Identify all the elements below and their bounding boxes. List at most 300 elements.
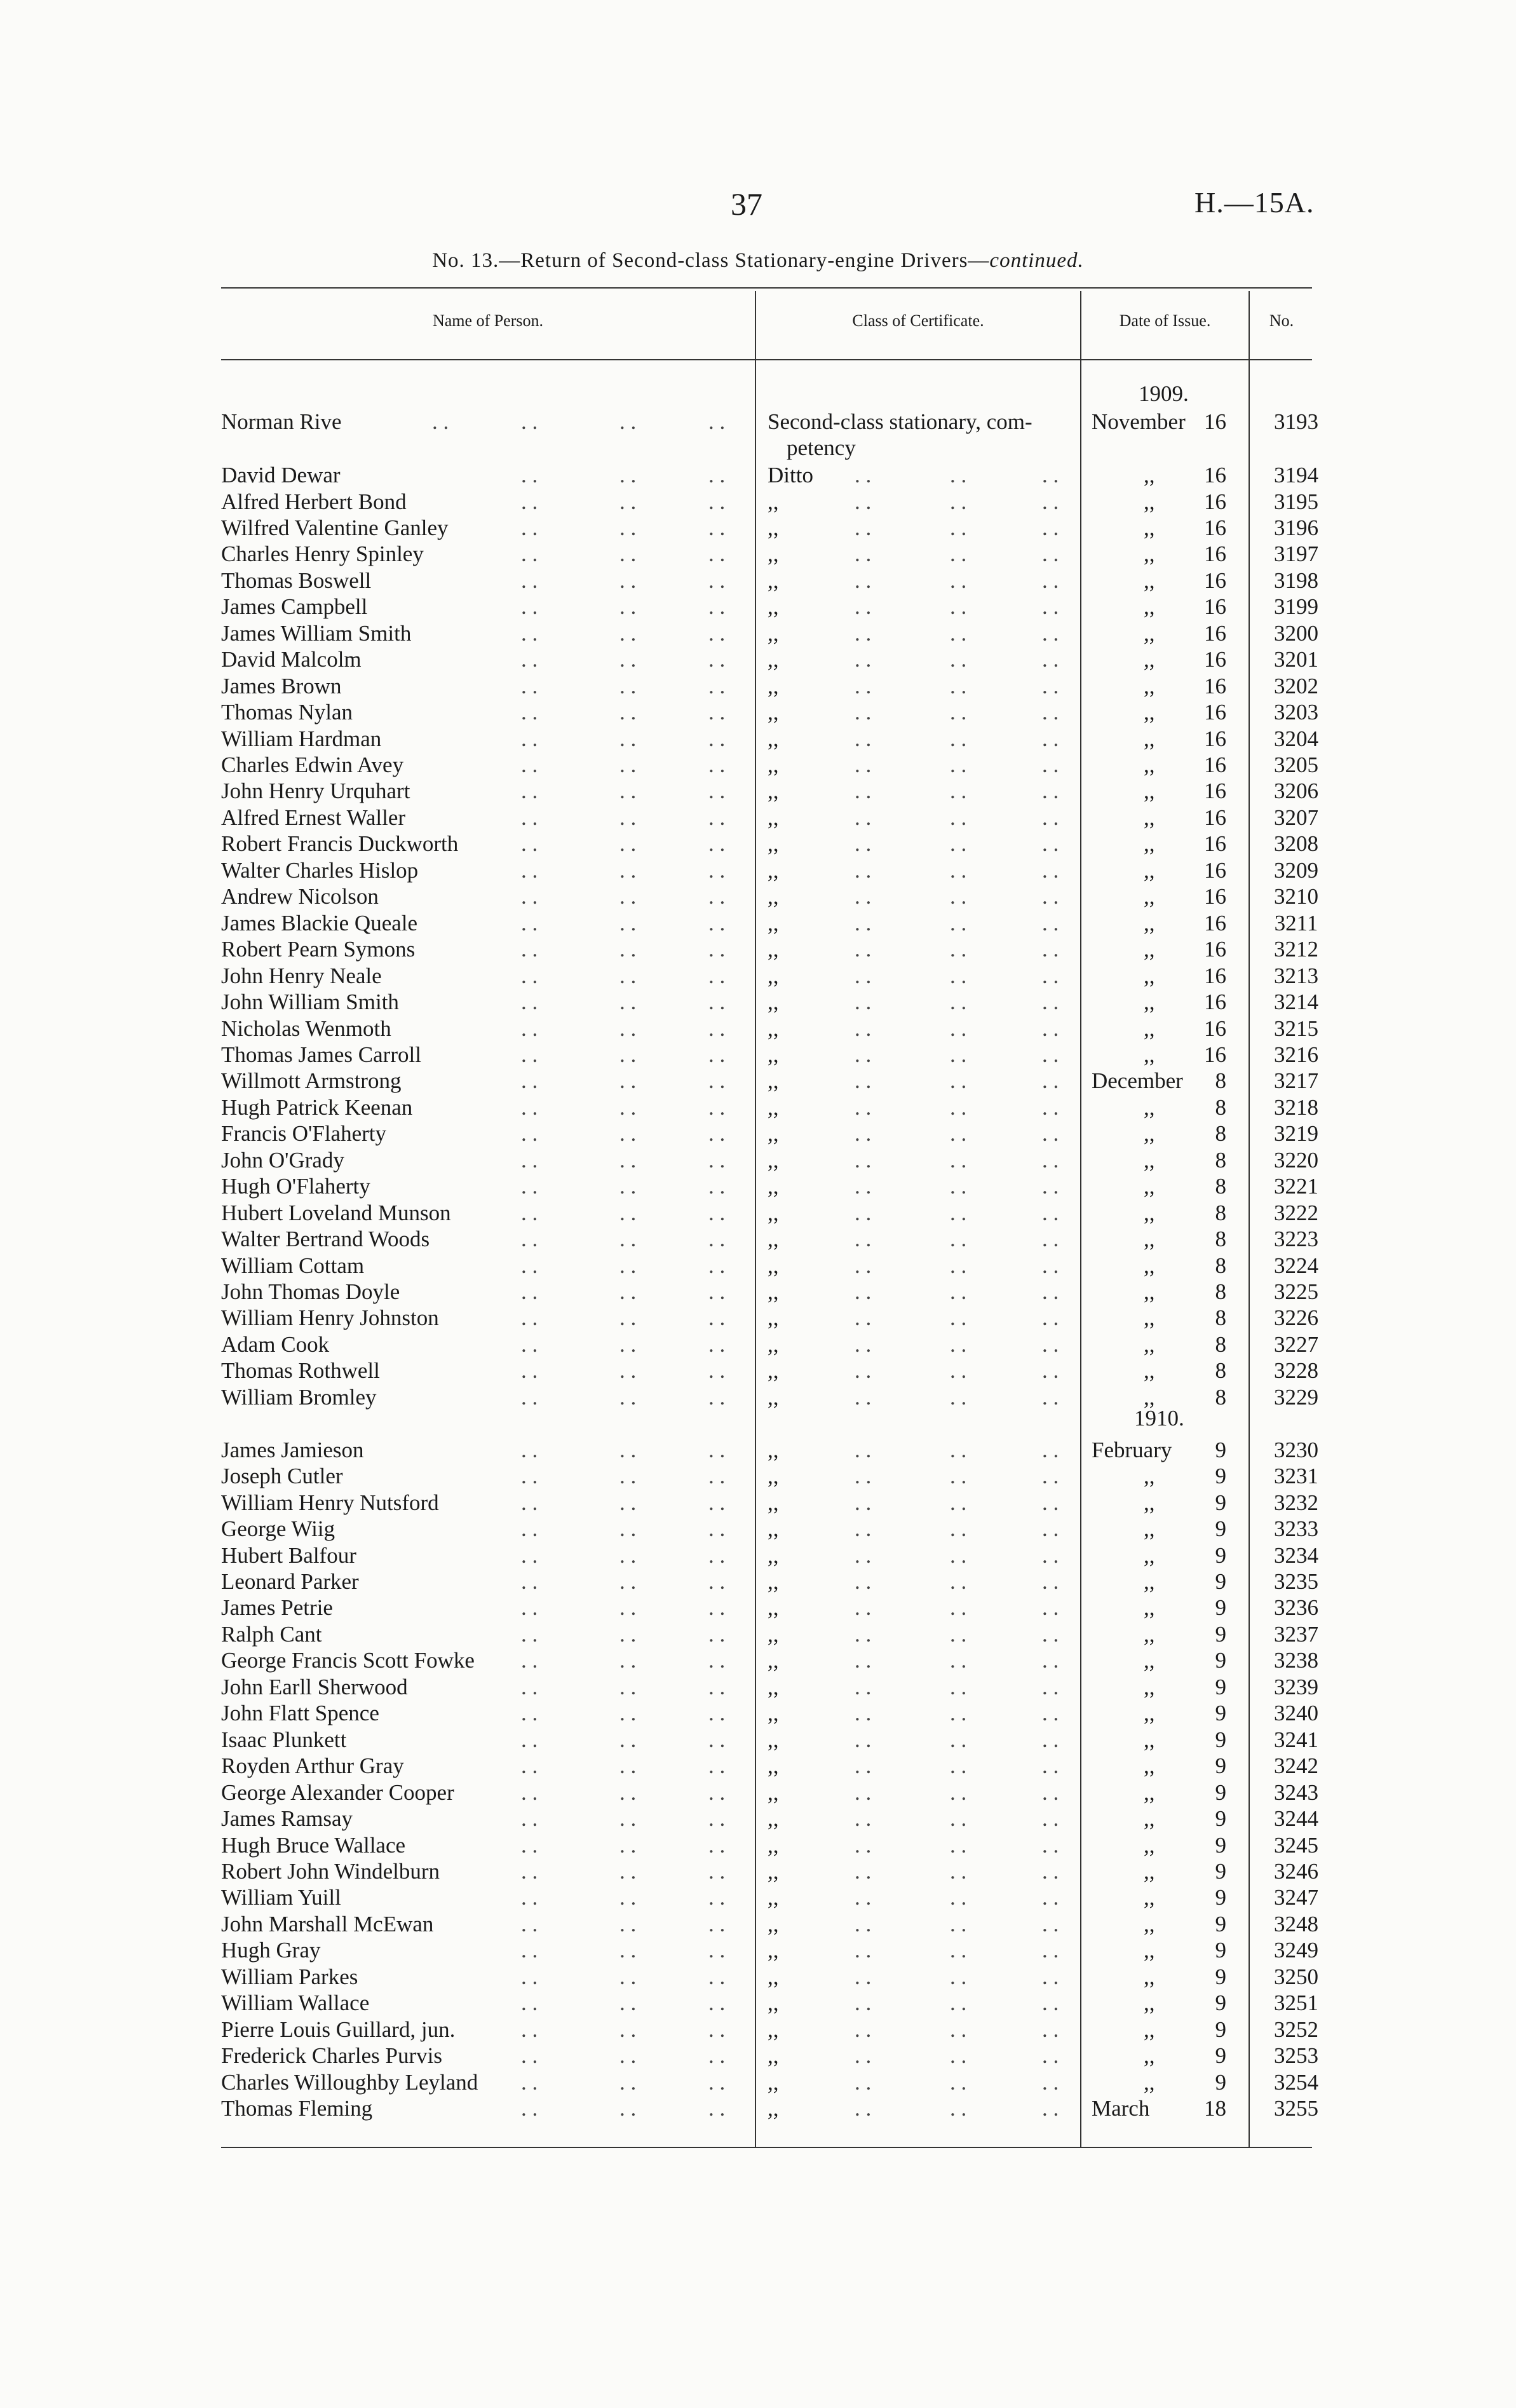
leader-dots: . . [855, 1227, 872, 1252]
issue-month: ,, [1144, 647, 1155, 672]
leader-dots: . . [1042, 1121, 1059, 1146]
certificate-class: Second-class stationary, com- [768, 409, 1032, 434]
leader-dots: . . [1042, 2096, 1059, 2121]
leader-dots: . . [521, 409, 538, 434]
leader-dots: . . [708, 963, 726, 988]
leader-dots: . . [1042, 1621, 1059, 1647]
leader-dots: . . [521, 1701, 538, 1726]
leader-dots: . . [521, 541, 538, 567]
certificate-class: ,, [768, 1911, 779, 1936]
issue-day: 16 [1204, 990, 1226, 1014]
leader-dots: . . [619, 1964, 637, 1989]
issue-month: ,, [1144, 463, 1155, 487]
table-row [0, 752, 1516, 779]
leader-dots: . . [1042, 1094, 1059, 1120]
leader-dots: . . [1042, 1938, 1059, 1963]
leader-dots: . . [1042, 1227, 1059, 1252]
leader-dots: . . [708, 2017, 726, 2042]
leader-dots: . . [950, 489, 967, 514]
issue-day: 16 [1204, 1016, 1226, 1041]
issue-day: 16 [1204, 726, 1226, 751]
table-row [0, 1173, 1516, 1200]
leader-dots: . . [521, 463, 538, 487]
issue-day: 9 [1215, 1621, 1226, 1647]
certificate-number: 3200 [1274, 620, 1318, 646]
leader-dots: . . [708, 2096, 726, 2121]
leader-dots: . . [855, 463, 872, 487]
certificate-number: 3236 [1274, 1595, 1318, 1621]
leader-dots: . . [1042, 1042, 1059, 1067]
page-number: 37 [731, 186, 762, 222]
certificate-class: ,, [768, 1358, 779, 1384]
issue-day: 9 [1215, 1568, 1226, 1594]
leader-dots: . . [708, 857, 726, 883]
leader-dots: . . [855, 1174, 872, 1199]
table-row [0, 936, 1516, 963]
leader-dots: . . [521, 1938, 538, 1963]
person-name: James Brown [221, 673, 342, 698]
issue-month: ,, [1144, 1121, 1155, 1146]
issue-month: ,, [1144, 1490, 1155, 1515]
leader-dots: . . [950, 620, 967, 646]
issue-month: ,, [1144, 1885, 1155, 1910]
table-row [0, 1964, 1516, 1990]
certificate-number: 3242 [1274, 1753, 1318, 1779]
certificate-class: ,, [768, 910, 779, 935]
leader-dots: . . [855, 1674, 872, 1699]
leader-dots: . . [950, 1516, 967, 1542]
issue-month: ,, [1144, 1464, 1155, 1489]
leader-dots: . . [708, 673, 726, 698]
leader-dots: . . [950, 1779, 967, 1805]
certificate-class: ,, [768, 1727, 779, 1752]
issue-month: ,, [1144, 1964, 1155, 1989]
certificate-number: 3248 [1274, 1911, 1318, 1936]
person-name: Walter Charles Hislop [221, 857, 419, 883]
person-name: Thomas Fleming [221, 2096, 373, 2121]
table-title [0, 249, 1516, 273]
certificate-class: ,, [768, 1990, 779, 2016]
table-row [0, 1357, 1516, 1384]
issue-month: ,, [1144, 1305, 1155, 1331]
certificate-number: 3255 [1274, 2096, 1318, 2121]
issue-month: ,, [1144, 489, 1155, 514]
leader-dots: . . [521, 1568, 538, 1594]
person-name: Joseph Cutler [221, 1464, 343, 1489]
certificate-number: 3209 [1274, 857, 1318, 883]
table-row [0, 1937, 1516, 1964]
leader-dots: . . [950, 2096, 967, 2121]
year-label-1910: 1910. [1134, 1406, 1184, 1431]
leader-dots: . . [619, 489, 637, 514]
leader-dots: . . [708, 1227, 726, 1252]
leader-dots: . . [708, 805, 726, 830]
leader-dots: . . [619, 1437, 637, 1462]
leader-dots: . . [619, 884, 637, 909]
leader-dots: . . [708, 1727, 726, 1752]
leader-dots: . . [619, 805, 637, 830]
leader-dots: . . [521, 937, 538, 962]
issue-month: ,, [1144, 1331, 1155, 1357]
certificate-class: ,, [768, 1832, 779, 1858]
leader-dots: . . [1042, 2043, 1059, 2069]
leader-dots: . . [1042, 594, 1059, 620]
table-row [0, 1832, 1516, 1859]
person-name: Thomas Nylan [221, 700, 353, 724]
leader-dots: . . [521, 594, 538, 620]
leader-dots: . . [1042, 1174, 1059, 1199]
issue-day: 8 [1215, 1358, 1226, 1384]
certificate-number: 3208 [1274, 831, 1318, 857]
leader-dots: . . [855, 2043, 872, 2069]
table-title-continued: continued. [989, 249, 1084, 272]
table-row [0, 1516, 1516, 1542]
table-row [0, 1384, 1516, 1411]
certificate-number: 3218 [1274, 1094, 1318, 1120]
leader-dots: . . [855, 1568, 872, 1594]
issue-day: 9 [1215, 1701, 1226, 1726]
leader-dots: . . [619, 937, 637, 962]
issue-day: 8 [1215, 1200, 1226, 1225]
leader-dots: . . [521, 1595, 538, 1621]
leader-dots: . . [708, 1437, 726, 1462]
issue-day: 8 [1215, 1174, 1226, 1199]
leader-dots: . . [950, 647, 967, 672]
table-row [0, 2017, 1516, 2043]
table-row [0, 883, 1516, 910]
leader-dots: . . [950, 1331, 967, 1357]
leader-dots: . . [521, 963, 538, 988]
certificate-number: 3226 [1274, 1305, 1318, 1331]
leader-dots: . . [855, 1331, 872, 1357]
certificate-class: ,, [768, 805, 779, 830]
leader-dots: . . [950, 1568, 967, 1594]
leader-dots: . . [855, 752, 872, 777]
table-row [0, 1042, 1516, 1068]
certificate-number: 3221 [1274, 1174, 1318, 1199]
leader-dots: . . [855, 1279, 872, 1304]
leader-dots: . . [708, 1331, 726, 1357]
leader-dots: . . [855, 1938, 872, 1963]
leader-dots: . . [708, 541, 726, 567]
leader-dots: . . [708, 1305, 726, 1331]
issue-month: ,, [1144, 937, 1155, 962]
issue-month: ,, [1144, 1542, 1155, 1568]
leader-dots: . . [619, 1779, 637, 1805]
leader-dots: . . [619, 1147, 637, 1173]
issue-day: 16 [1204, 489, 1226, 514]
leader-dots: . . [619, 1331, 637, 1357]
table-row [0, 1068, 1516, 1094]
leader-dots: . . [855, 1885, 872, 1910]
certificate-number: 3201 [1274, 647, 1318, 672]
person-name: Hugh Patrick Keenan [221, 1094, 413, 1120]
leader-dots: . . [855, 910, 872, 935]
leader-dots: . . [855, 1094, 872, 1120]
leader-dots: . . [950, 1490, 967, 1515]
issue-day: 8 [1215, 1068, 1226, 1094]
certificate-class: ,, [768, 1253, 779, 1278]
leader-dots: . . [619, 1490, 637, 1515]
table-row [0, 699, 1516, 726]
issue-month: ,, [1144, 1621, 1155, 1647]
person-name: Hugh O'Flaherty [221, 1174, 370, 1199]
issue-month: ,, [1144, 1147, 1155, 1173]
leader-dots: . . [1042, 990, 1059, 1014]
leader-dots: . . [855, 489, 872, 514]
issue-day: 9 [1215, 1938, 1226, 1963]
certificate-class: ,, [768, 568, 779, 593]
leader-dots: . . [1042, 700, 1059, 724]
certificate-class: ,, [768, 1279, 779, 1304]
leader-dots: . . [521, 647, 538, 672]
leader-dots: . . [855, 1595, 872, 1621]
issue-day: 9 [1215, 1437, 1226, 1462]
issue-month: March [1092, 2096, 1150, 2121]
leader-dots: . . [619, 2043, 637, 2069]
certificate-number: 3199 [1274, 594, 1318, 620]
leader-dots: . . [619, 594, 637, 620]
person-name: William Yuill [221, 1885, 341, 1910]
leader-dots: . . [950, 1595, 967, 1621]
leader-dots: . . [619, 1648, 637, 1673]
table-row [0, 1331, 1516, 1358]
issue-day: 16 [1204, 884, 1226, 909]
certificate-number: 3219 [1274, 1121, 1318, 1146]
table-row [0, 1911, 1516, 1938]
leader-dots: . . [708, 1042, 726, 1067]
certificate-number: 3235 [1274, 1568, 1318, 1594]
certificate-class: ,, [768, 2043, 779, 2069]
leader-dots: . . [521, 1384, 538, 1410]
table-row [0, 1463, 1516, 1490]
table-row [0, 1727, 1516, 1753]
leader-dots: . . [1042, 1147, 1059, 1173]
leader-dots: . . [708, 1358, 726, 1384]
leader-dots: . . [708, 1990, 726, 2016]
leader-dots: . . [1042, 910, 1059, 935]
leader-dots: . . [1042, 1701, 1059, 1726]
certificate-number: 3237 [1274, 1621, 1318, 1647]
issue-day: 8 [1215, 1147, 1226, 1173]
leader-dots: . . [950, 1832, 967, 1858]
leader-dots: . . [1042, 568, 1059, 593]
leader-dots: . . [950, 1253, 967, 1278]
leader-dots: . . [619, 1858, 637, 1884]
certificate-class: ,, [768, 1568, 779, 1594]
leader-dots: . . [855, 620, 872, 646]
issue-month: ,, [1144, 1227, 1155, 1252]
leader-dots: . . [950, 1384, 967, 1410]
issue-month: ,, [1144, 1200, 1155, 1225]
person-name: John Henry Neale [221, 963, 382, 988]
leader-dots: . . [950, 1648, 967, 1673]
leader-dots: . . [708, 1384, 726, 1410]
leader-dots: . . [708, 515, 726, 540]
issue-day: 8 [1215, 1121, 1226, 1146]
document-reference: H.—15A. [1195, 186, 1315, 219]
leader-dots: . . [1042, 463, 1059, 487]
issue-day: 16 [1204, 910, 1226, 935]
issue-day: 8 [1215, 1305, 1226, 1331]
issue-month: ,, [1144, 831, 1155, 857]
certificate-number: 3234 [1274, 1542, 1318, 1568]
issue-month: ,, [1144, 884, 1155, 909]
person-name: Robert Francis Duckworth [221, 831, 459, 857]
table-row [0, 462, 1516, 489]
leader-dots: . . [855, 1964, 872, 1989]
issue-month: ,, [1144, 2069, 1155, 2095]
leader-dots: . . [950, 1701, 967, 1726]
person-name: James Blackie Queale [221, 910, 418, 935]
leader-dots: . . [708, 1806, 726, 1831]
issue-month: ,, [1144, 1911, 1155, 1936]
issue-month: ,, [1144, 990, 1155, 1014]
issue-day: 9 [1215, 1779, 1226, 1805]
leader-dots: . . [855, 2096, 872, 2121]
table-row [0, 989, 1516, 1016]
certificate-number: 3205 [1274, 752, 1318, 777]
person-name: Thomas Rothwell [221, 1358, 380, 1384]
issue-day: 8 [1215, 1253, 1226, 1278]
leader-dots: . . [855, 1042, 872, 1067]
issue-day: 9 [1215, 1674, 1226, 1699]
table-title-main: No. 13.—Return of Second-class Stationary-engine Drivers— [432, 249, 990, 272]
leader-dots: . . [708, 1279, 726, 1304]
leader-dots: . . [619, 1174, 637, 1199]
leader-dots: . . [950, 1279, 967, 1304]
leader-dots: . . [1042, 1832, 1059, 1858]
leader-dots: . . [855, 990, 872, 1014]
certificate-number: 3246 [1274, 1858, 1318, 1884]
table-row [0, 1253, 1516, 1279]
leader-dots: . . [855, 1200, 872, 1225]
leader-dots: . . [521, 1542, 538, 1568]
issue-day: 16 [1204, 805, 1226, 830]
leader-dots: . . [708, 1858, 726, 1884]
certificate-number: 3195 [1274, 489, 1318, 514]
leader-dots: . . [521, 1648, 538, 1673]
leader-dots: . . [708, 1674, 726, 1699]
issue-month: ,, [1144, 1279, 1155, 1304]
certificate-number: 3239 [1274, 1674, 1318, 1699]
issue-month: ,, [1144, 1753, 1155, 1779]
leader-dots: . . [708, 1147, 726, 1173]
leader-dots: . . [950, 1727, 967, 1752]
table-top-rule [221, 287, 1312, 289]
leader-dots: . . [1042, 831, 1059, 857]
person-name: Adam Cook [221, 1331, 330, 1357]
person-name: John Flatt Spence [221, 1701, 379, 1726]
table-row [0, 1700, 1516, 1727]
leader-dots: . . [619, 1094, 637, 1120]
issue-month: ,, [1144, 541, 1155, 567]
table-row [0, 1542, 1516, 1569]
leader-dots: . . [855, 1121, 872, 1146]
person-name: John Earll Sherwood [221, 1674, 408, 1699]
certificate-number: 3232 [1274, 1490, 1318, 1515]
certificate-class-continued: petency [787, 435, 856, 460]
certificate-number: 3193 [1274, 409, 1318, 434]
leader-dots: . . [950, 1858, 967, 1884]
leader-dots: . . [1042, 1911, 1059, 1936]
leader-dots: . . [521, 568, 538, 593]
leader-dots: . . [855, 1911, 872, 1936]
certificate-class: ,, [768, 1858, 779, 1884]
leader-dots: . . [521, 779, 538, 804]
leader-dots: . . [619, 568, 637, 593]
leader-dots: . . [1042, 1331, 1059, 1357]
leader-dots: . . [521, 1516, 538, 1542]
leader-dots: . . [855, 1516, 872, 1542]
certificate-number: 3197 [1274, 541, 1318, 567]
leader-dots: . . [1042, 884, 1059, 909]
leader-dots: . . [708, 1779, 726, 1805]
leader-dots: . . [950, 1174, 967, 1199]
leader-dots: . . [950, 1094, 967, 1120]
table-row [0, 778, 1516, 805]
leader-dots: . . [855, 673, 872, 698]
issue-month: ,, [1144, 1595, 1155, 1621]
leader-dots: . . [708, 1253, 726, 1278]
table-row [0, 1437, 1516, 1464]
issue-month: November [1092, 409, 1186, 434]
leader-dots: . . [521, 1990, 538, 2016]
leader-dots: . . [708, 1648, 726, 1673]
person-name: Willmott Armstrong [221, 1068, 402, 1094]
leader-dots: . . [521, 1858, 538, 1884]
leader-dots: . . [708, 2043, 726, 2069]
leader-dots: . . [855, 700, 872, 724]
certificate-number: 3252 [1274, 2017, 1318, 2042]
certificate-class: ,, [768, 990, 779, 1014]
table-row [0, 1279, 1516, 1305]
certificate-class: ,, [768, 673, 779, 698]
issue-month: ,, [1144, 752, 1155, 777]
leader-dots: . . [521, 884, 538, 909]
issue-day: 9 [1215, 1464, 1226, 1489]
certificate-number: 3240 [1274, 1701, 1318, 1726]
issue-day: 16 [1204, 647, 1226, 672]
person-name: Frederick Charles Purvis [221, 2043, 442, 2069]
leader-dots: . . [950, 1964, 967, 1989]
leader-dots: . . [619, 726, 637, 751]
issue-month: ,, [1144, 1358, 1155, 1384]
leader-dots: . . [855, 1147, 872, 1173]
certificate-class: ,, [768, 1701, 779, 1726]
certificate-class: ,, [768, 700, 779, 724]
certificate-class: ,, [768, 937, 779, 962]
issue-day: 16 [1204, 700, 1226, 724]
leader-dots: . . [1042, 620, 1059, 646]
issue-month: ,, [1144, 620, 1155, 646]
leader-dots: . . [950, 463, 967, 487]
leader-dots: . . [1042, 963, 1059, 988]
certificate-number: 3225 [1274, 1279, 1318, 1304]
leader-dots: . . [1042, 1648, 1059, 1673]
header-name-of-person: Name of Person. [432, 311, 543, 330]
certificate-class: ,, [768, 515, 779, 540]
certificate-class: ,, [768, 1305, 779, 1331]
issue-month: ,, [1144, 1858, 1155, 1884]
issue-day: 9 [1215, 1595, 1226, 1621]
person-name: James Campbell [221, 594, 368, 620]
person-name: Alfred Ernest Waller [221, 805, 406, 830]
issue-day: 9 [1215, 1964, 1226, 1989]
leader-dots: . . [855, 1358, 872, 1384]
issue-month: ,, [1144, 805, 1155, 830]
leader-dots: . . [619, 1806, 637, 1831]
